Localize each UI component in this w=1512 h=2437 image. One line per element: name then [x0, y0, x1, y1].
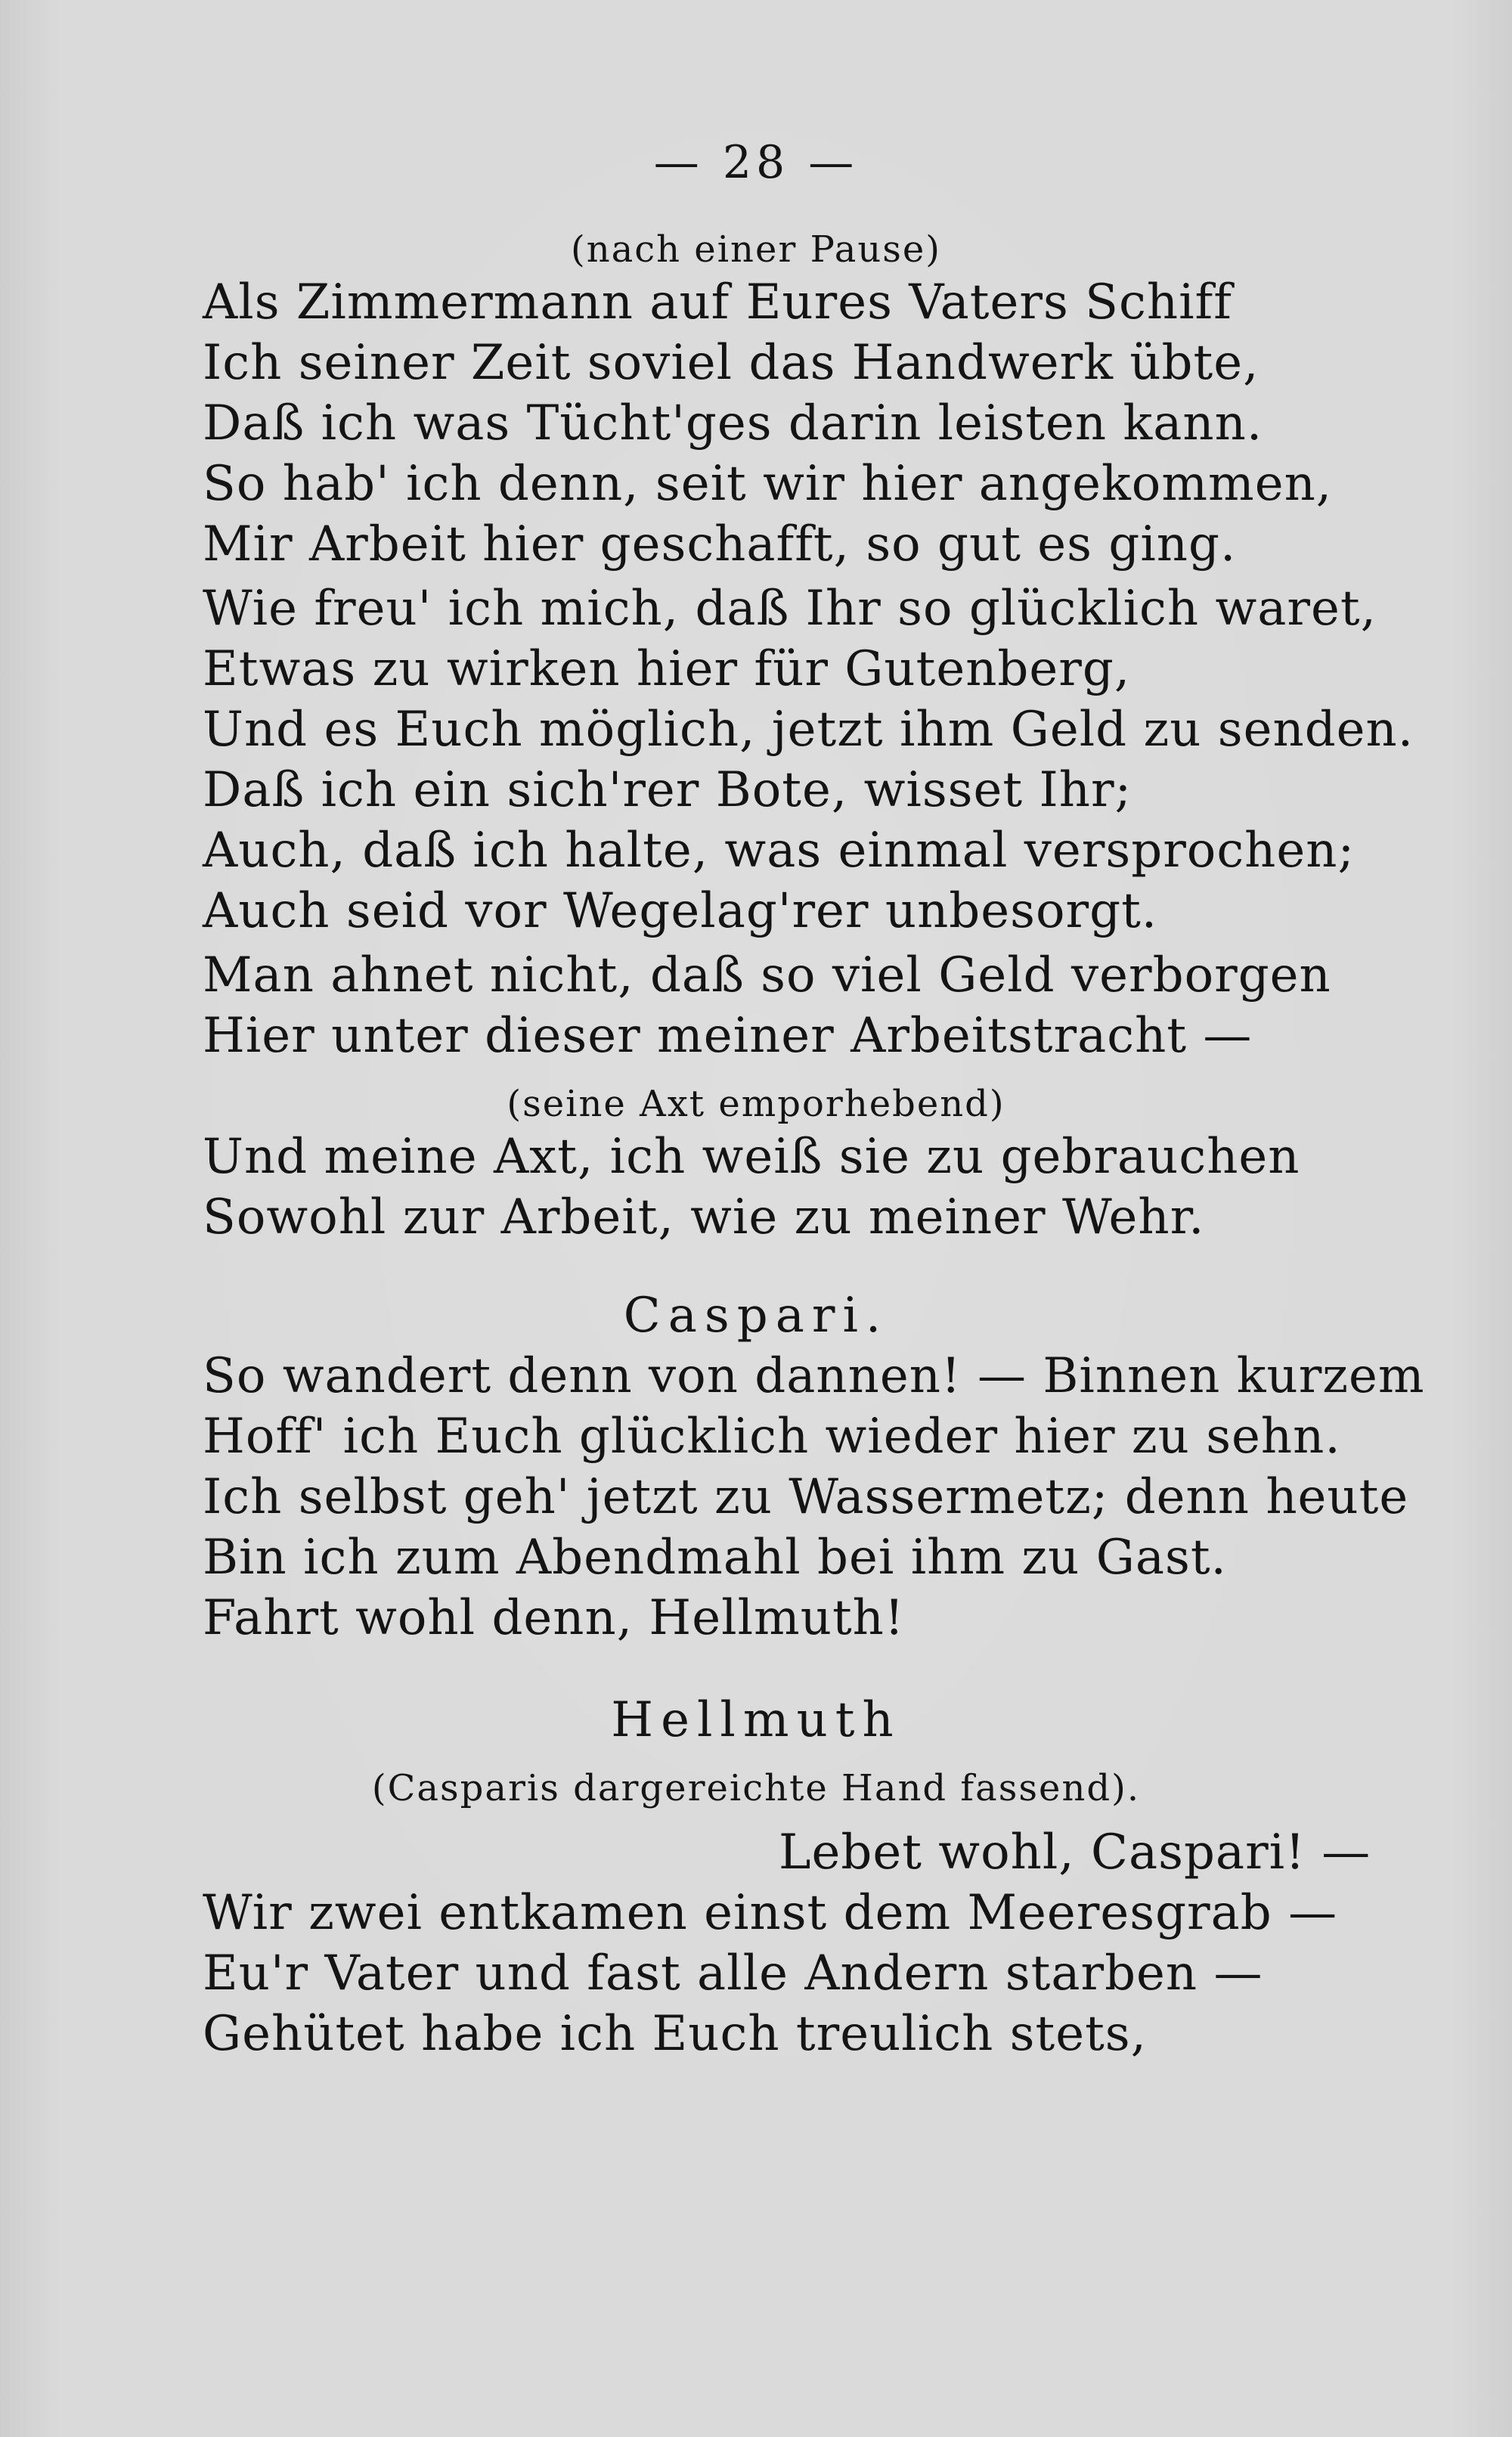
verse-line: Auch seid vor Wegelag'rer unbesorgt. — [203, 883, 1158, 939]
verse-line: Eu'r Vater und fast alle Andern starben — — [203, 1946, 1263, 2001]
verse-line: Und meine Axt, ich weiß sie zu gebrauchen — [203, 1129, 1300, 1185]
verse-line: Man ahnet nicht, daß so viel Geld verborgen — [203, 947, 1331, 1003]
verse-line: Fahrt wohl denn, Hellmuth! — [203, 1590, 905, 1646]
verse-line: So hab' ich denn, seit wir hier angekommen, — [203, 456, 1333, 512]
verse-line: Daß ich ein sich'rer Bote, wisset Ihr; — [203, 762, 1132, 818]
verse-line: Ich seiner Zeit soviel das Handwerk übte, — [203, 335, 1259, 391]
stage-direction: (nach einer Pause) — [570, 228, 942, 271]
verse-line: Und es Euch möglich, jetzt ihm Geld zu senden. — [203, 702, 1414, 758]
verse-line: Wie freu' ich mich, daß Ihr so glücklich waret, — [203, 581, 1377, 637]
verse-line: Bin ich zum Abendmahl bei ihm zu Gast. — [203, 1530, 1227, 1586]
verse-line: Wir zwei entkamen einst dem Meeresgrab — — [203, 1885, 1338, 1941]
verse-line: Mir Arbeit hier geschafft, so gut es ging. — [203, 516, 1237, 572]
verse-line: Lebet wohl, Caspari! — — [779, 1825, 1371, 1880]
verse-line: Sowohl zur Arbeit, wie zu meiner Wehr. — [203, 1189, 1205, 1245]
verse-line: Daß ich was Tücht'ges darin leisten kann. — [203, 395, 1263, 451]
speaker-name: Caspari. — [623, 1288, 889, 1344]
stage-direction: (seine Axt emporhebend) — [507, 1083, 1005, 1125]
stage-direction: (Casparis dargereichte Hand fassend). — [371, 1767, 1141, 1809]
verse-line: Ich selbst geh' jetzt zu Wassermetz; denn heute — [203, 1469, 1409, 1525]
page-number: — 28 — — [653, 136, 859, 189]
verse-line: Hoff' ich Euch glücklich wieder hier zu sehn. — [203, 1409, 1341, 1465]
verse-line: So wandert denn von dannen! — Binnen kurzem — [203, 1348, 1425, 1404]
speaker-name: Hellmuth — [611, 1692, 901, 1748]
verse-line: Hier unter dieser meiner Arbeitstracht — — [203, 1008, 1253, 1064]
verse-line: Als Zimmermann auf Eures Vaters Schiff — [203, 274, 1232, 330]
verse-line: Auch, daß ich halte, was einmal versprochen; — [203, 823, 1356, 879]
verse-line: Etwas zu wirken hier für Gutenberg, — [203, 641, 1131, 697]
verse-line: Gehütet habe ich Euch treulich stets, — [203, 2006, 1147, 2062]
